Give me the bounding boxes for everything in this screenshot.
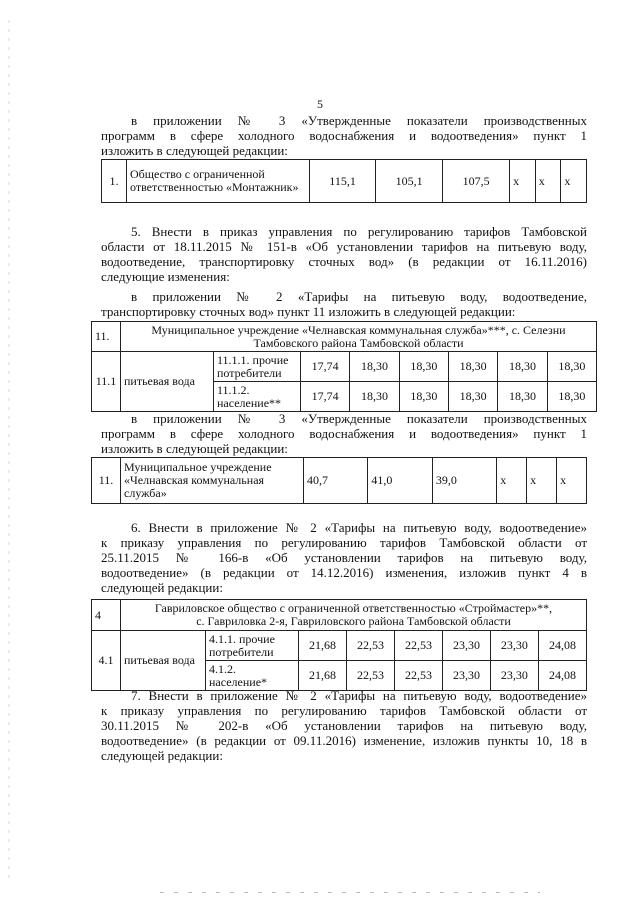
scan-bottom-marks (160, 892, 540, 893)
table-cell: 23,30 (442, 661, 490, 691)
table-cell: 18,30 (399, 352, 448, 382)
table-cell: х (497, 458, 527, 504)
table-cell: х (510, 160, 536, 203)
table-chelnavskaya-tariffs (91, 321, 597, 412)
table-cell: Муниципальное учреждение «Челнавская коммунальная служба» (121, 458, 304, 504)
paragraph-item-6 (101, 520, 587, 595)
table-cell: Общество с ограниченной ответственностью «Монтажник» (127, 160, 310, 203)
table-stroymaster-tariffs (91, 599, 587, 691)
org-name-line: Гавриловское общество с ограниченной ответственностью «Строймастер»**, (154, 601, 553, 615)
table-cell: 22,53 (394, 661, 442, 691)
page-number: 5 (317, 97, 323, 111)
table-cell: 18,30 (498, 382, 547, 412)
table-cell: питьевая вода (121, 631, 206, 691)
table-cell: 11. (92, 458, 121, 504)
text-line: следующей редакции: (101, 580, 223, 595)
table-cell: 18,30 (547, 352, 596, 382)
table-cell: 23,30 (490, 661, 538, 691)
table-cell: 23,30 (490, 631, 538, 661)
org-name-line: Муниципальное учреждение «Челнавская коммунальная служба»***, с. Селезни (151, 322, 566, 337)
table-cell: 18,30 (399, 382, 448, 412)
table-cell: 22,53 (346, 631, 394, 661)
table-cell: х (535, 160, 561, 203)
table-cell: 11.1 (92, 352, 121, 412)
table-cell: 4.1 (92, 631, 121, 691)
text-line: водоотведение, транспортировку сточных вод» (в редакции от 16.11.2016) (101, 254, 587, 269)
text-line: к приказу управления по регулированию тарифов Тамбовской области от (101, 535, 587, 550)
table-cell: питьевая вода (121, 352, 214, 412)
text-line: программ в сфере холодного водоснабжения и водоотведения» пункт 1 (101, 128, 587, 143)
table-cell: 18,30 (350, 352, 399, 382)
table-cell: 115,1 (310, 160, 376, 203)
text-line: следующей редакции: (101, 748, 223, 763)
text-line: изложить в следующей редакции: (101, 441, 288, 456)
table-cell: 22,53 (394, 631, 442, 661)
table-cell: 18,30 (498, 352, 547, 382)
org-name-line: Тамбовского района Тамбовской области (253, 335, 464, 350)
table-cell: 105,1 (376, 160, 443, 203)
table-cell: х (557, 458, 587, 504)
table-cell: 18,30 (448, 382, 497, 412)
text-line: транспортировку сточных вод» пункт 11 изложить в следующей редакции: (101, 304, 516, 319)
paragraph-item-7 (101, 688, 587, 763)
text-line: 25.11.2015 № 166-в «Об установлении тарифов на питьевую воду, (101, 550, 587, 565)
scan-edge-marks (8, 20, 10, 880)
text-line: следующие изменения: (101, 269, 230, 284)
table-row (92, 631, 587, 661)
table-row (102, 160, 587, 203)
table-cell: 18,30 (547, 382, 596, 412)
paragraph-appendix3-second (101, 411, 587, 456)
text-line: 5. Внести в приказ управления по регулированию тарифов Тамбовской (131, 224, 587, 239)
table-cell: 11.1.2. население** (214, 382, 301, 412)
table-chelnavskaya-indicators (91, 457, 587, 504)
table-cell: 18,30 (448, 352, 497, 382)
table-cell: 41,0 (368, 458, 432, 504)
table-cell: 4.1.2. население* (206, 661, 299, 691)
paragraph-appendix3-intro (101, 113, 587, 158)
text-line: области от 18.11.2015 № 151-в «Об установлении тарифов на питьевую воду, (101, 239, 587, 254)
org-name-line: с. Гавриловка 2-я, Гавриловского района Тамбовской области (196, 614, 511, 628)
table-cell: 4.1.1. прочие потребители (206, 631, 299, 661)
table-cell: 11. (92, 322, 121, 352)
text-line: изложить в следующей редакции: (101, 143, 288, 158)
table-row (92, 600, 587, 631)
table-cell: 17,74 (301, 382, 350, 412)
table-cell (121, 600, 587, 631)
text-line: к приказу управления по регулированию тарифов Тамбовской области от (101, 703, 587, 718)
paragraph-item-5 (101, 224, 587, 284)
text-line: в приложении № 3 «Утвержденные показатели производственных (131, 411, 587, 426)
table-cell: 39,0 (432, 458, 496, 504)
table-cell: 18,30 (350, 382, 399, 412)
text-line: водоотведение» (в редакции от 09.11.2016) изменение, изложив пункты 10, 18 в (101, 733, 587, 748)
table-cell: 23,30 (442, 631, 490, 661)
text-line: в приложении № 2 «Тарифы на питьевую воду, водоотведение, (131, 289, 587, 304)
text-line: в приложении № 3 «Утвержденные показатели производственных (131, 113, 587, 128)
table-cell: 21,68 (299, 631, 347, 661)
table-cell: 11.1.1. прочие потребители (214, 352, 301, 382)
text-line: 30.11.2015 № 202-в «Об установлении тарифов на питьевую воду, (101, 718, 587, 733)
table-cell (121, 322, 597, 352)
paragraph-appendix2-intro (101, 289, 587, 319)
table-cell: х (561, 160, 587, 203)
table-cell: 1. (102, 160, 127, 203)
table-row (92, 352, 597, 382)
table-cell: 24,08 (538, 661, 586, 691)
text-line: 7. Внести в приложение № 2 «Тарифы на питьевую воду, водоотведение» (131, 688, 587, 703)
text-line: водоотведение» (в редакции от 14.12.2016) изменения, изложив пункт 4 в (101, 565, 587, 580)
table-cell: х (527, 458, 557, 504)
table-cell: 24,08 (538, 631, 586, 661)
table-cell: 21,68 (299, 661, 347, 691)
text-line: 6. Внести в приложение № 2 «Тарифы на питьевую воду, водоотведение» (131, 520, 587, 535)
table-cell: 17,74 (301, 352, 350, 382)
table-cell: 107,5 (443, 160, 510, 203)
text-line: программ в сфере холодного водоснабжения и водоотведения» пункт 1 (101, 426, 587, 441)
table-row (92, 322, 597, 352)
table-row (92, 458, 587, 504)
table-cell: 22,53 (346, 661, 394, 691)
table-montazhnik (101, 159, 587, 203)
table-cell: 4 (92, 600, 121, 631)
table-cell: 40,7 (304, 458, 368, 504)
